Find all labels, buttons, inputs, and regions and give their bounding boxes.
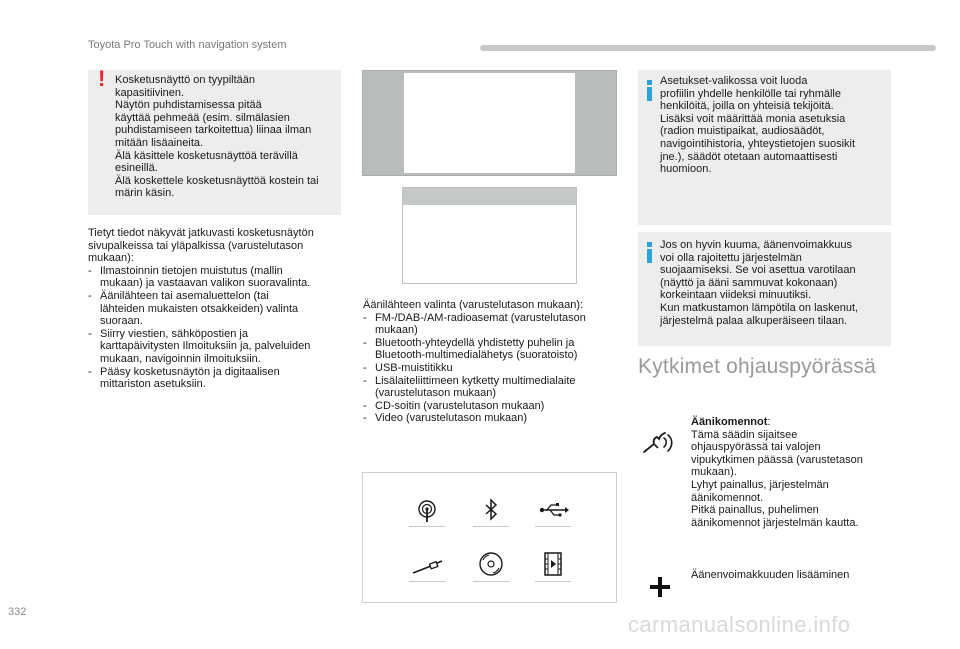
header-title: Toyota Pro Touch with navigation system [88, 39, 287, 51]
video-icon[interactable] [535, 551, 571, 577]
paragraph-line: sivupalkeissa tai yläpalkissa (varustelutason [88, 239, 304, 252]
note-line: Lisäksi voit määrittää monia asetuksia [660, 112, 846, 125]
icon-underline [409, 581, 445, 582]
note-line: kapasitiivinen. [115, 86, 185, 99]
screen-top-bar [403, 188, 576, 205]
icon-underline [535, 581, 571, 582]
note-line: märin käsin. [115, 187, 175, 200]
paragraph-line: vipukytkimen päässä (varustetason [691, 453, 863, 466]
note-line: navigointihistoria, yhteystietojen suosikit [660, 137, 856, 150]
watermark: carmanualsonline.info [628, 612, 851, 637]
voice-command-title: Äänikomennot [691, 416, 768, 428]
note-line: käyttää pehmeää (esim. silmälasien [115, 111, 290, 124]
list-item: - Ilmastoinnin tietojen muistutus (mallin mukaan) ja vastaavan valikon suoravalinta. [88, 265, 348, 290]
voice-command-icon [640, 420, 678, 456]
list-item: - Pääsy kosketusnäytön ja digitaalisen mittariston asetuksiin. [88, 366, 348, 391]
list-item: - Lisälaiteliittimeen kytketty multimedialaite (varustelutason mukaan) [363, 375, 625, 400]
exclamation-warning-icon: ! [98, 66, 106, 91]
note-line: Kun matkustamon lämpötila on laskenut, [660, 301, 859, 314]
voice-command-text [691, 416, 891, 529]
note-line: esineillä. [115, 162, 158, 175]
icon-underline [473, 581, 509, 582]
info-note-temperature [638, 232, 891, 346]
list-item: - Video (varustelutason mukaan) [363, 412, 625, 425]
screen-display-area [404, 73, 575, 173]
screen-illustration-top [362, 70, 617, 176]
volume-up-text: Äänenvoimakkuuden lisääminen [691, 569, 850, 581]
audio-source-panel [362, 472, 617, 603]
note-line: Älä käsittele kosketusnäyttöä terävillä [115, 149, 298, 162]
paragraph-line: ohjauspyörässä tai valojen [691, 441, 821, 454]
list-item: - Siirry viestien, sähköpostien ja karttapäivitysten Ilmoituksiin ja, palveluiden mukaan, navigoinnin ilmoituksiin. [88, 328, 348, 366]
info-note-profiles [638, 70, 891, 225]
list-item: - Äänilähteen tai asemaluettelon (tai lähteiden mukaisten otsakkeiden) valinta suoraan. [88, 290, 348, 328]
paragraph-line: mukaan): [88, 252, 134, 265]
paragraph-line: Tietyt tiedot näkyvät jatkuvasti kosketusnäytön [88, 227, 314, 239]
note-line: suojaamiseksi. Se voi asettua varotilaan [660, 264, 856, 277]
page-number: 332 [8, 606, 27, 618]
note-line: Kosketusnäyttö on tyypiltään [115, 74, 256, 86]
header-rule [480, 45, 936, 51]
note-line: huomioon. [660, 163, 712, 176]
icon-underline [535, 526, 571, 527]
list-item: - USB-muistitikku [363, 362, 625, 375]
icon-underline [409, 526, 445, 527]
note-line: (radion muistipaikat, audiosäädöt, [660, 125, 825, 138]
warning-note [88, 66, 341, 215]
section-heading: Kytkimet ohjauspyörässä [638, 355, 877, 378]
note-line: profiilin yhdelle henkilölle tai ryhmälle [660, 87, 841, 100]
info-icon [647, 242, 652, 263]
paragraph-line: äänikomennot järjestelmän kautta. [691, 516, 859, 529]
list-item: - FM-/DAB-/AM-radioasemat (varustelutason mukaan) [363, 312, 625, 337]
paragraph-line: äänikomennot. [691, 491, 764, 504]
note-line: Asetukset-valikossa voit luoda [660, 75, 808, 87]
note-line: jne.), säädöt otetaan automaattisesti [660, 150, 838, 163]
voice-command-title-line: Äänikomennot: [691, 416, 771, 428]
paragraph-line: mukaan). [691, 466, 737, 479]
note-line: Jos on hyvin kuuma, äänenvoimakkuus [660, 239, 852, 251]
note-line: Näytön puhdistamisessa pitää [115, 99, 262, 112]
bluetooth-icon[interactable] [473, 497, 509, 523]
note-line: (näyttö ja ääni sammuvat kokonaan) [660, 276, 838, 289]
note-line: Älä koskettele kosketusnäyttöä kostein tai [115, 174, 319, 187]
list-item: - Bluetooth-yhteydellä yhdistetty puhelin ja Bluetooth-multimedialähetys (suoratoisto) [363, 337, 625, 362]
paragraph-line: Lyhyt painallus, järjestelmän [691, 478, 829, 491]
list-item: - CD-soitin (varustelutason mukaan) [363, 400, 625, 413]
aux-cable-icon[interactable] [409, 553, 445, 579]
note-line: järjestelmä palaa alkuperäiseen tilaan. [660, 314, 848, 327]
note-line: puhdistamiseen tarkoitettua) liinaa ilman [115, 124, 312, 137]
note-line: voi olla rajoitettu järjestelmän [660, 251, 802, 264]
note-line: mitään lisäaineita. [115, 136, 204, 149]
middle-text-block [363, 299, 625, 425]
info-icon [647, 80, 652, 101]
radio-icon[interactable] [409, 497, 445, 523]
screen-illustration-middle [402, 187, 577, 284]
left-text-block [88, 227, 348, 391]
note-line: korkeintaan viideksi minuutiksi. [660, 289, 812, 302]
paragraph-line: Pitkä painallus, puhelimen [691, 504, 819, 517]
cd-icon[interactable] [473, 551, 509, 577]
icon-underline [473, 526, 509, 527]
note-line: henkilöitä, joilla on yhteisiä tekijöitä. [660, 100, 834, 113]
paragraph-line: Tämä säädin sijaitsee [691, 428, 798, 441]
paragraph-line: Äänilähteen valinta (varustelutason mukaan): [363, 299, 584, 311]
plus-icon [650, 577, 670, 597]
usb-icon[interactable] [535, 497, 571, 523]
